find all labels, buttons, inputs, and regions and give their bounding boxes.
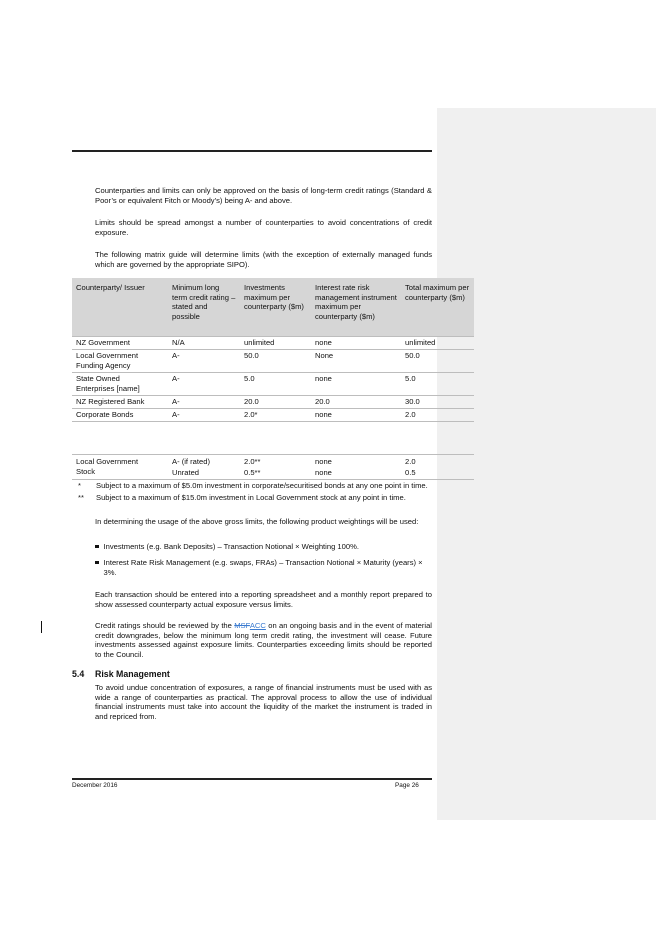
footnote — [78, 481, 428, 491]
footer-date: December 2016 — [72, 782, 118, 789]
table-cell: 50.0 — [244, 351, 259, 360]
table-cell: none — [315, 468, 332, 477]
paragraph-credit-ratings: Counterparties and limits can only be approved on the basis of long-term credit ratings (Standard & Poor’s or equivalent Fitch or Moody’s) being A- and above. — [95, 186, 432, 205]
footnote-text: Subject to a maximum of $15.0m investment in Local Government stock at any point in time. — [96, 493, 406, 502]
table-rule — [72, 349, 474, 350]
table-cell: A- — [172, 397, 180, 406]
table-cell: Corporate Bonds — [76, 410, 134, 419]
table-cell: A- (if rated) — [172, 457, 210, 466]
table-cell: 5.0 — [244, 374, 255, 383]
table-header-investments-max: Investments maximum per counterparty ($m) — [244, 283, 304, 312]
deleted-text: MSF — [234, 621, 250, 630]
footer-rule — [72, 778, 432, 780]
bullet-item — [95, 542, 432, 552]
bullet-text: Investments (e.g. Bank Deposits) – Transaction Notional × Weighting 100%. — [103, 542, 359, 551]
table-cell: 2.0** — [244, 457, 261, 466]
paragraph-spread-limits: Limits should be spread amongst a number of counterparties to avoid concentrations of credit exposure. — [95, 218, 432, 237]
paragraph-credit-review — [95, 621, 432, 659]
table-cell: none — [315, 457, 332, 466]
table-cell: 20.0 — [315, 397, 330, 406]
table-cell: A- — [172, 410, 180, 419]
footnote-text: Subject to a maximum of $5.0m investment in corporate/securitised bonds at any one point in time. — [96, 481, 428, 490]
table-rule — [72, 408, 474, 409]
paragraph-product-weightings: In determining the usage of the above gross limits, the following product weightings will be used: — [95, 517, 419, 526]
table-cell: 0.5 — [405, 468, 416, 477]
table-cell: none — [315, 374, 332, 383]
section-title: Risk Management — [95, 669, 170, 679]
table-cell: Local Government Funding Agency — [76, 351, 139, 370]
table-rule — [72, 336, 474, 337]
comment-margin-pane — [437, 108, 656, 820]
table-cell: 50.0 — [405, 351, 420, 360]
table-rule — [72, 421, 474, 422]
table-rule — [72, 479, 474, 480]
table-cell: 0.5** — [244, 468, 261, 477]
table-cell: A- — [172, 374, 180, 383]
paragraph-reporting-spreadsheet: Each transaction should be entered into a reporting spreadsheet and a monthly report prepared to show assessed counterparty actual exposure versus limits. — [95, 590, 432, 609]
text-run: Credit ratings should be reviewed by the — [95, 621, 235, 630]
table-cell: 2.0 — [405, 457, 416, 466]
table-rule — [72, 372, 474, 373]
table-cell: NZ Registered Bank — [76, 397, 145, 406]
footer-page-number: Page 26 — [395, 782, 419, 789]
header-rule — [72, 150, 432, 152]
table-cell: none — [315, 410, 332, 419]
table-cell: 2.0* — [244, 410, 258, 419]
table-cell: Unrated — [172, 468, 200, 477]
text-run: on an ongoing basis and in the event of material credit downgrades, below the minimum long term credit rating, the investment will cease. Future investments assessed against exposure limits. Counterparties exceeding limits should be reported to the Council. — [95, 621, 432, 659]
table-cell: unlimited — [244, 338, 275, 347]
table-header-irrm-max: Interest rate risk management instrument maximum per counterparty ($m) — [315, 283, 397, 321]
table-cell: A- — [172, 351, 180, 360]
table-header-min-rating: Minimum long term credit rating – stated and possible — [172, 283, 236, 321]
table-cell: 5.0 — [405, 374, 416, 383]
footnote-mark: ** — [78, 493, 84, 502]
table-cell: none — [315, 338, 332, 347]
footnote — [78, 493, 406, 503]
table-header-counterparty: Counterparty/ Issuer — [76, 283, 145, 292]
table-header-total-max: Total maximum per counterparty ($m) — [405, 283, 470, 302]
bullet-text: Interest Rate Risk Management (e.g. swaps, FRAs) – Transaction Notional × Maturity (years) × 3%. — [103, 558, 423, 577]
table-cell: 20.0 — [244, 397, 259, 406]
table-rule — [72, 395, 474, 396]
inserted-text: ACC — [249, 621, 266, 630]
table-cell: unlimited — [405, 338, 436, 347]
section-number: 5.4 — [72, 669, 85, 679]
footnote-mark: * — [78, 481, 81, 490]
paragraph-risk-management: To avoid undue concentration of exposures, a range of financial instruments must be used with as wide a range of counterparties as practical. The approval process to allow the use of individual financial instruments must take into account the liquidity of the market the instrument is traded in and repriced from. — [95, 683, 432, 721]
table-cell: Local Government Stock — [76, 457, 139, 476]
table-cell: 2.0 — [405, 410, 416, 419]
table-rule — [72, 454, 474, 455]
paragraph-matrix-guide: The following matrix guide will determine limits (with the exception of externally managed funds which are governed by the appropriate SIPO). — [95, 250, 432, 269]
table-cell: None — [315, 351, 334, 360]
bullet-square-icon — [95, 561, 99, 565]
table-cell: NZ Government — [76, 338, 131, 347]
tracked-change-bar — [41, 621, 42, 633]
bullet-item — [95, 558, 432, 577]
table-cell: 30.0 — [405, 397, 420, 406]
table-cell: N/A — [172, 338, 185, 347]
bullet-square-icon — [95, 545, 99, 549]
table-cell: State Owned Enterprises [name] — [76, 374, 140, 393]
